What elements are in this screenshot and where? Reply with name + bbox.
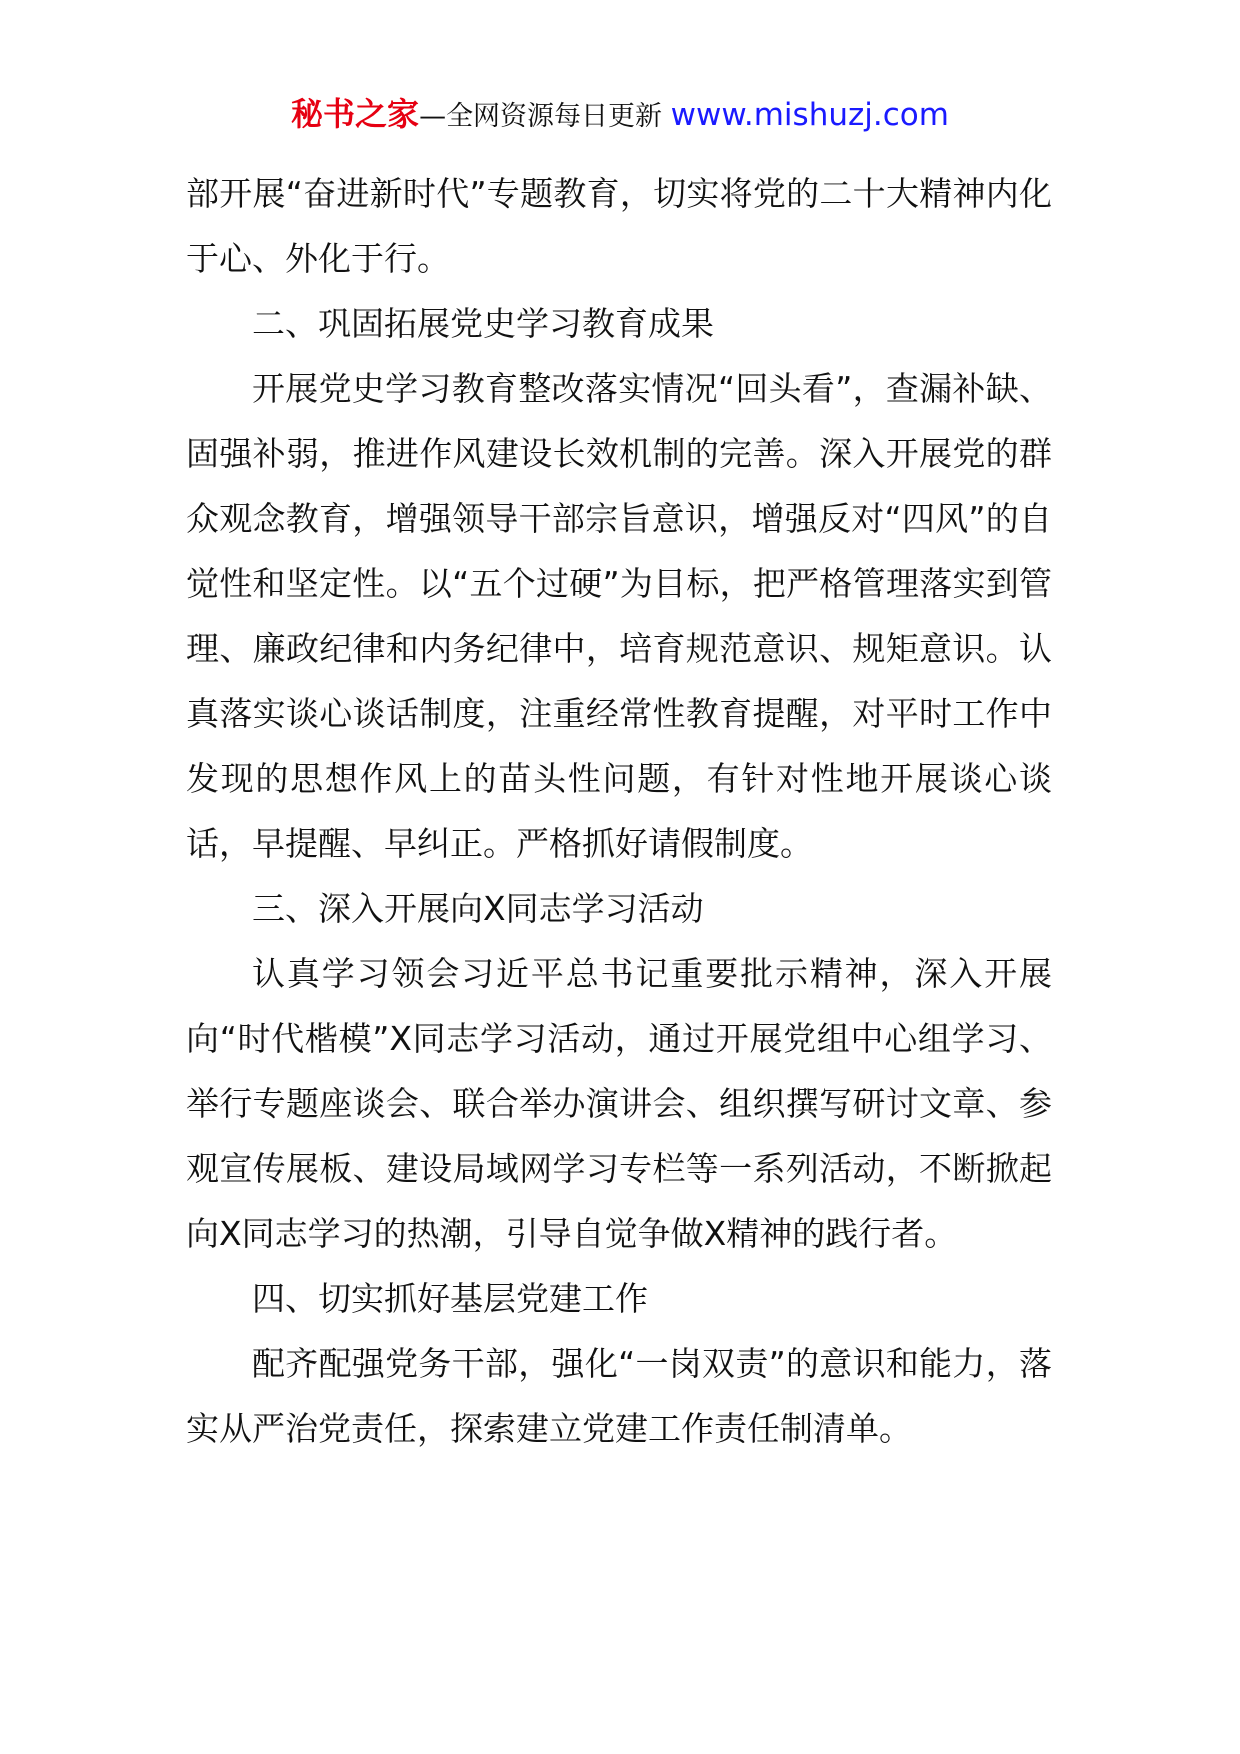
paragraph: 认真学习领会习近平总书记重要批示精神，深入开展向“时代楷模”X同志学习活动，通过开展党组中心组学习、举行专题座谈会、联合举办演讲会、组织撰写研讨文章、参观宣传展板、建设局域网学习专栏等一系列活动，不断掀起向X同志学习的热潮，引导自觉争做X精神的践行者。 bbox=[186, 954, 1052, 1253]
paragraph: 开展党史学习教育整改落实情况“回头看”，查漏补缺、固强补弱，推进作风建设长效机制的完善。深入开展党的群众观念教育，增强领导干部宗旨意识，增强反对“四风”的自觉性和坚定性。以“五个过硬”为目标，把严格管理落实到管理、廉政纪律和内务纪律中，培育规范意识、规矩意识。认真落实谈心谈话制度，注重经常性教育提醒，对平时工作中发现的思想作风上的苗头性问题，有针对性地开展谈心谈话，早提醒、早纠正。严格抓好请假制度。 bbox=[186, 369, 1052, 863]
site-header bbox=[0, 94, 1240, 137]
paragraph: 配齐配强党务干部，强化“一岗双责”的意识和能力，落实从严治党责任，探索建立党建工作责任制清单。 bbox=[186, 1344, 1052, 1448]
section-heading-3: 三、深入开展向X同志学习活动 bbox=[252, 889, 704, 928]
paragraph-continuation: 部开展“奋进新时代”专题教育，切实将党的二十大精神内化于心、外化于行。 bbox=[186, 174, 1052, 278]
section-heading-2: 二、巩固拓展党史学习教育成果 bbox=[252, 304, 714, 343]
section-heading-4: 四、切实抓好基层党建工作 bbox=[252, 1279, 648, 1318]
site-url-link[interactable]: www.mishuzj.com bbox=[670, 97, 949, 133]
document-body bbox=[186, 161, 1052, 1461]
site-slogan: —全网资源每日更新 bbox=[419, 101, 671, 132]
site-brand: 秘书之家 bbox=[291, 95, 420, 133]
